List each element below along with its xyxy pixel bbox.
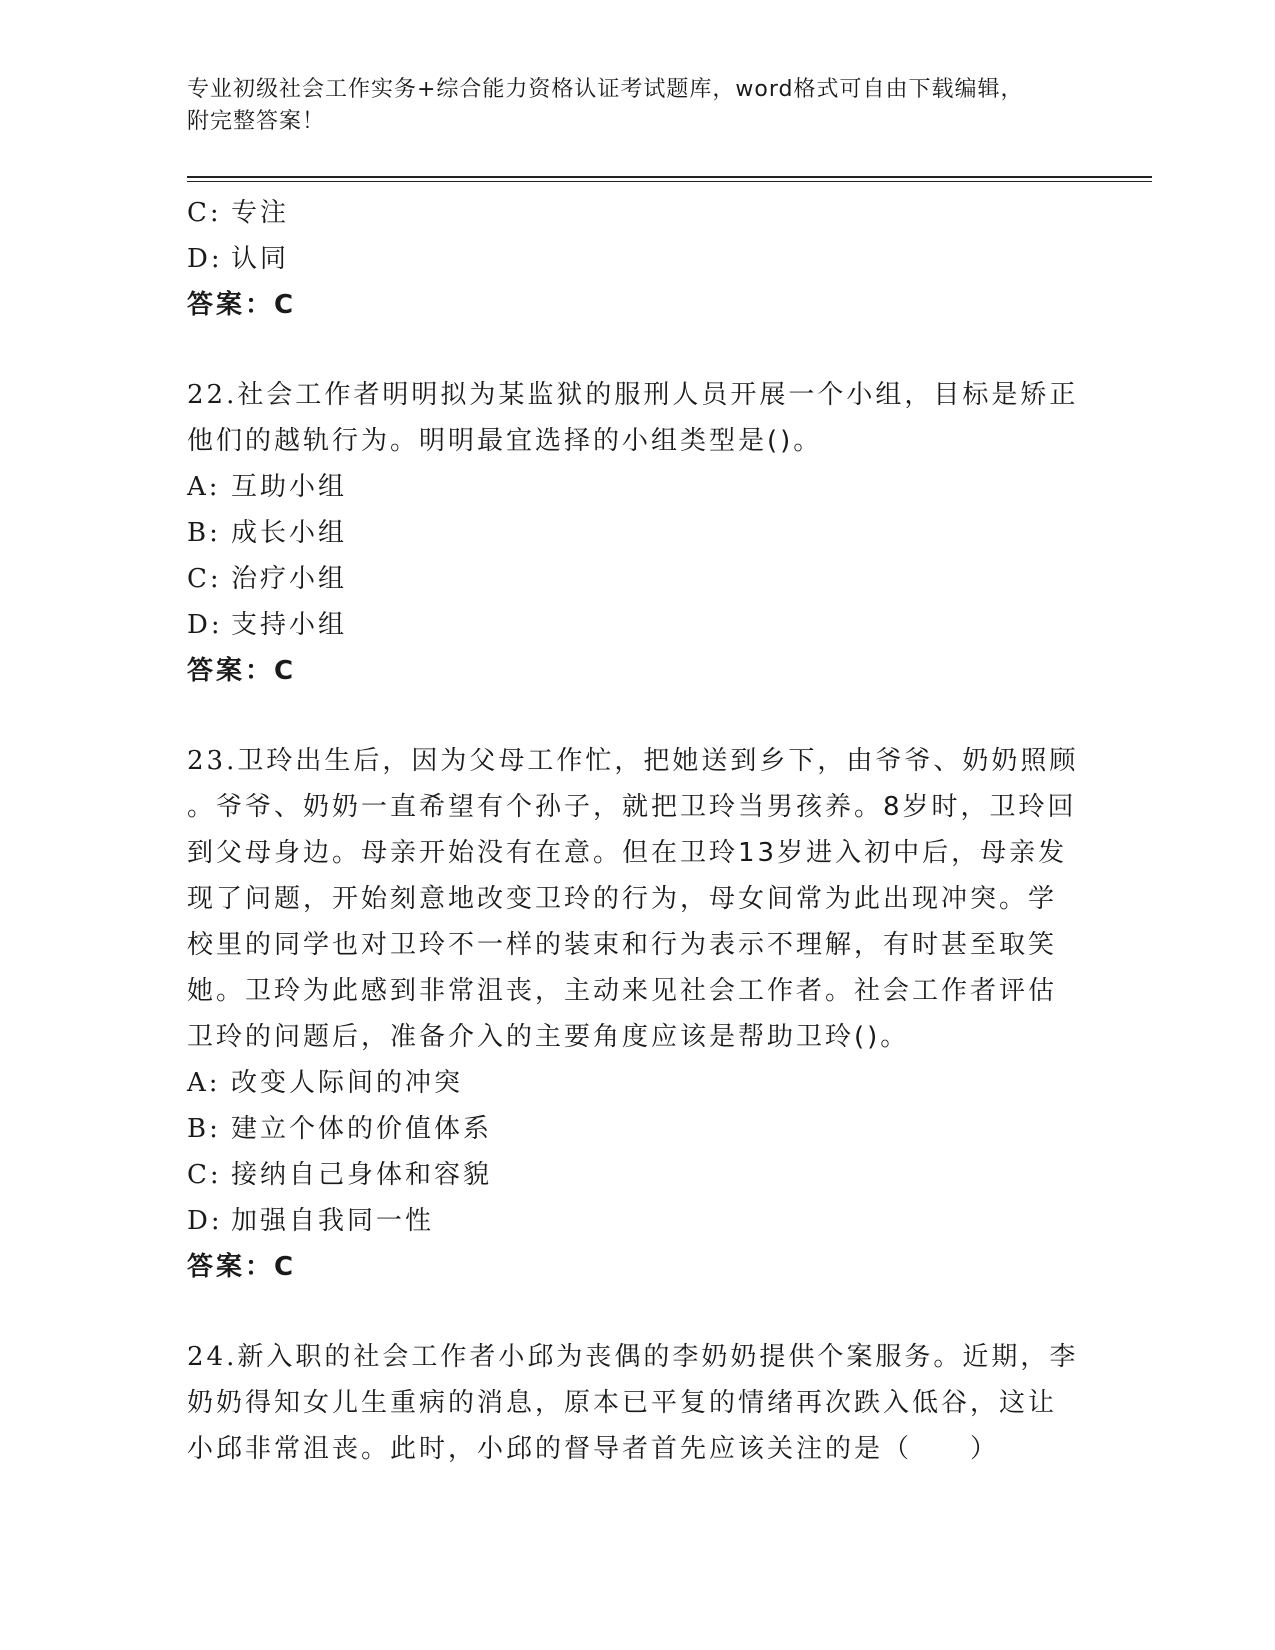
option-row [187,236,1087,282]
question-stem-line: 。爷爷、奶奶一直希望有个孙子，就把卫玲当男孩养。8岁时，卫玲回 [187,792,1077,822]
option-label: C: [187,198,222,228]
option-row [187,190,1087,236]
option-label: D: [187,244,223,274]
option-text: 治疗小组 [231,564,348,594]
option-row [187,1152,1087,1198]
option-row [187,510,1087,556]
question-number: 24. [187,1342,238,1372]
option-text: 支持小组 [231,610,348,640]
question-24 [187,1334,1087,1472]
option-label: D: [187,1206,223,1236]
question-stem-line: 到父母身边。母亲开始没有在意。但在卫玲13岁进入初中后，母亲发 [187,838,1068,868]
question-stem-line: 现了问题，开始刻意地改变卫玲的行为，母女间常为此出现冲突。学 [187,884,1058,914]
document-header [187,74,1087,138]
option-row [187,1198,1087,1244]
answer-line: 答案：C [187,656,297,686]
question-text: 新入职的社会工作者小邱为丧偶的李奶奶提供个案服务。近期，李 [237,1342,1079,1372]
option-text: 建立个体的价值体系 [231,1114,493,1144]
header-divider-thick [187,176,1152,178]
header-line-2: 附完整答案！ [187,109,326,134]
option-row [187,1106,1087,1152]
option-row [187,464,1087,510]
question-stem-line: 她。卫玲为此感到非常沮丧，主动来见社会工作者。社会工作者评估 [187,976,1058,1006]
option-text: 加强自我同一性 [231,1206,435,1236]
option-label: A: [187,472,221,502]
question-number: 22. [187,380,238,410]
option-label: C: [187,564,222,594]
spacer [187,328,1087,372]
option-label: B: [187,1114,221,1144]
option-row [187,556,1087,602]
question-stem-line: 小邱非常沮丧。此时，小邱的督导者首先应该关注的是（ ） [187,1434,1000,1464]
option-row [187,1060,1087,1106]
option-text: 互助小组 [231,472,348,502]
question-22 [187,372,1087,694]
answer-line: 答案：C [187,290,297,320]
question-stem-line: 奶奶得知女儿生重病的消息，原本已平复的情绪再次跌入低谷，这让 [187,1388,1058,1418]
question-stem-line [187,372,1087,418]
option-row [187,602,1087,648]
question-stem-line: 他们的越轨行为。明明最宜选择的小组类型是()。 [187,426,823,456]
question-23 [187,738,1087,1290]
question-text: 社会工作者明明拟为某监狱的服刑人员开展一个小组，目标是矫正 [237,380,1079,410]
option-text: 改变人际间的冲突 [231,1068,464,1098]
header-line-1: 专业初级社会工作实务+综合能力资格认证考试题库，word格式可自由下载编辑， [187,77,1024,102]
spacer [187,694,1087,738]
option-label: B: [187,518,221,548]
option-text: 接纳自己身体和容貌 [231,1160,493,1190]
question-stem-line: 校里的同学也对卫玲不一样的装束和行为表示不理解，有时甚至取笑 [187,930,1058,960]
option-label: C: [187,1160,222,1190]
question-number: 23. [187,746,238,776]
carryover-block [187,190,1087,328]
header-divider-thin [187,181,1152,182]
option-label: A: [187,1068,221,1098]
answer-line: 答案：C [187,1252,297,1282]
question-text: 卫玲出生后，因为父母工作忙，把她送到乡下，由爷爷、奶奶照顾 [237,746,1079,776]
spacer [187,1290,1087,1334]
question-stem-line: 卫玲的问题后，准备介入的主要角度应该是帮助卫玲()。 [187,1022,910,1052]
document-body [187,190,1087,1472]
question-stem-line [187,1334,1087,1380]
option-label: D: [187,610,223,640]
question-stem-line [187,738,1087,784]
option-text: 成长小组 [231,518,348,548]
option-text: 认同 [231,244,290,274]
option-text: 专注 [231,198,290,228]
